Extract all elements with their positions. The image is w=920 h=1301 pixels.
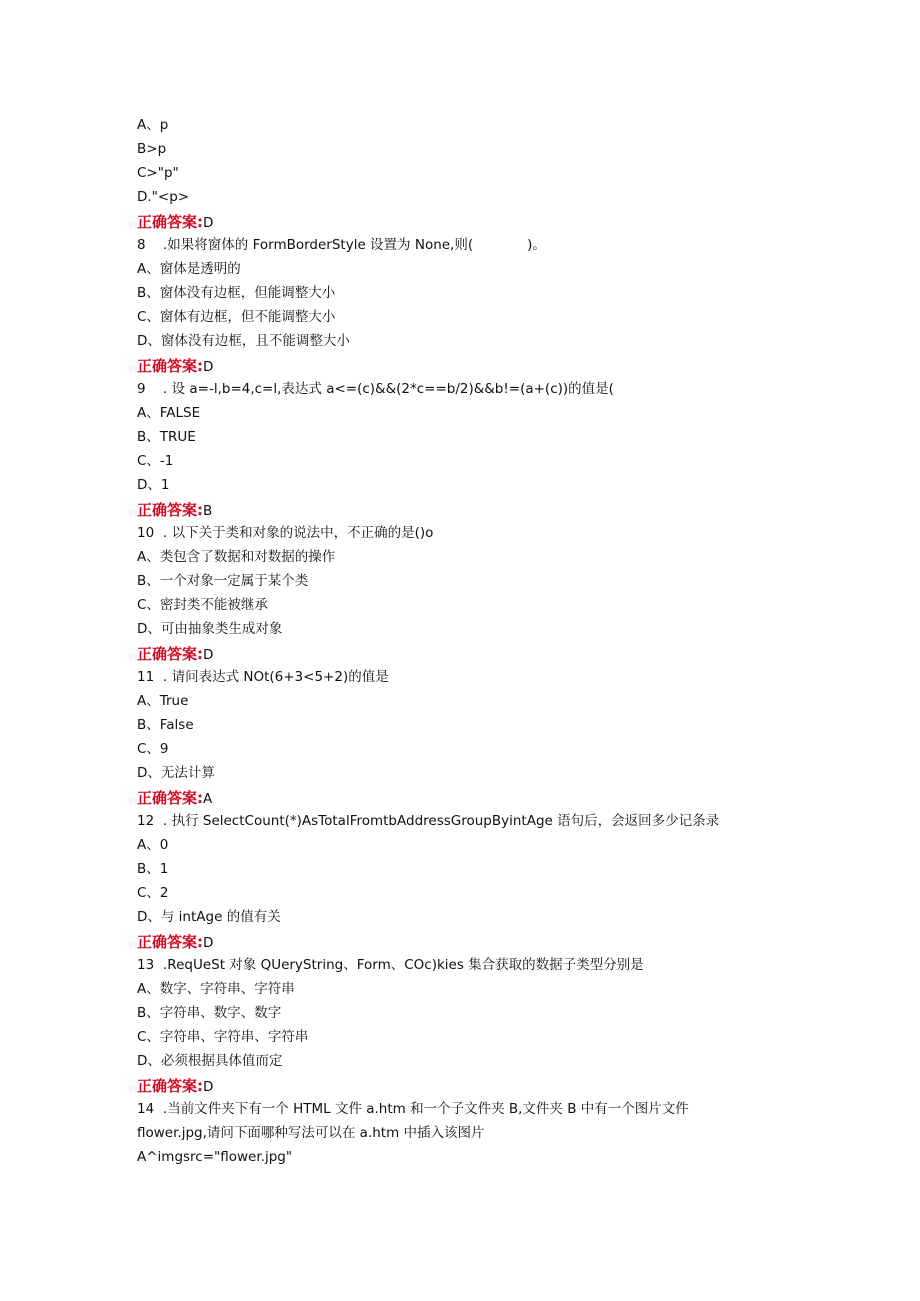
option-line: B>p [137,141,167,157]
option-line: A、数字、字符串、字符串 [137,981,295,997]
question-number: 9 [137,381,146,397]
correct-answer-label: 正确答案: [137,1077,203,1095]
option-line: D、无法计算 [137,765,215,781]
question-line [137,665,777,689]
option-line: C>"p" [137,165,179,181]
option-line: D."<p> [137,189,190,205]
option-line: B、TRUE [137,429,196,445]
option-line: C、9 [137,741,169,757]
correct-answer-value: D [203,359,214,375]
option-line: A、p [137,117,169,133]
correct-answer-value: D [203,647,214,663]
option-line: D、可由抽象类生成对象 [137,621,283,637]
option-line: B、字符串、数字、数字 [137,1005,282,1021]
question-number: 11 [137,669,155,685]
question-number: 12 [137,813,155,829]
option-line: A、类包含了数据和对数据的操作 [137,549,336,565]
question-text: . 以下关于类和对象的说法中，不正确的是()o [163,525,434,541]
option-line: A、0 [137,837,169,853]
question-text: . 请问表达式 NOt(6+3<5+2)的值是 [163,669,389,685]
question-text: .如果将窗体的 FormBorderStyle 设置为 None,则( )。 [163,237,546,253]
correct-answer-value: D [203,1079,214,1095]
option-line: B、窗体没有边框，但能调整大小 [137,285,336,301]
question-line [137,809,777,833]
question-line [137,233,777,257]
option-line: A、True [137,693,189,709]
correct-answer-label: 正确答案: [137,501,203,519]
question-text: .当前文件夹下有一个 HTML 文件 a.htm 和一个子文件夹 B,文件夹 B 中有一个图片文件 [163,1101,689,1117]
option-line: C、窗体有边框，但不能调整大小 [137,309,336,325]
question-number: 8 [137,237,146,253]
option-line: D、窗体没有边框，且不能调整大小 [137,333,350,349]
question-line [137,521,777,545]
correct-answer-label: 正确答案: [137,357,203,375]
question-text: . 设 a=-l,b=4,c=l,表达式 a<=(c)&&(2*c==b∕2)&&b!=(a+(c))的值是( [163,381,614,397]
option-line: B、False [137,717,194,733]
question-number: 14 [137,1101,155,1117]
correct-answer-value: D [203,215,214,231]
correct-answer-value: A [203,791,213,807]
option-line: C、字符串、字符串、字符串 [137,1029,309,1045]
option-line: C、2 [137,885,169,901]
option-line: flower.jpg,请问下面哪种写法可以在 a.htm 中插入该图片 [137,1125,485,1141]
option-line: C、密封类不能被继承 [137,597,268,613]
correct-answer-line [137,785,777,809]
option-line: D、1 [137,477,170,493]
correct-answer-line [137,209,777,233]
correct-answer-line [137,353,777,377]
option-line: D、必须根据具体值而定 [137,1053,283,1069]
correct-answer-value: D [203,935,214,951]
option-line: B、一个对象一定属于某个类 [137,573,309,589]
question-number: 10 [137,525,155,541]
correct-answer-line [137,929,777,953]
option-line: A^imgsrc="flower.jpg" [137,1149,293,1165]
correct-answer-line [137,641,777,665]
option-line: D、与 intAge 的值有关 [137,909,281,925]
document-page [137,113,777,1169]
correct-answer-label: 正确答案: [137,933,203,951]
correct-answer-line [137,497,777,521]
question-text: . 执行 SelectCount(*)AsTotalFromtbAddressGroupByintAge 语句后，会返回多少记条录 [163,813,720,829]
option-line: B、1 [137,861,169,877]
correct-answer-label: 正确答案: [137,789,203,807]
option-line: C、-1 [137,453,174,469]
question-line [137,1097,777,1121]
question-text: .ReqUeSt 对象 QUeryString、Form、COc)kies 集合获取的数据子类型分别是 [163,957,644,973]
question-line [137,377,777,401]
question-number: 13 [137,957,155,973]
correct-answer-value: B [203,503,213,519]
correct-answer-line [137,1073,777,1097]
question-line [137,953,777,977]
correct-answer-label: 正确答案: [137,645,203,663]
option-line: A、FALSE [137,405,201,421]
option-line: A、窗体是透明的 [137,261,241,277]
correct-answer-label: 正确答案: [137,213,203,231]
